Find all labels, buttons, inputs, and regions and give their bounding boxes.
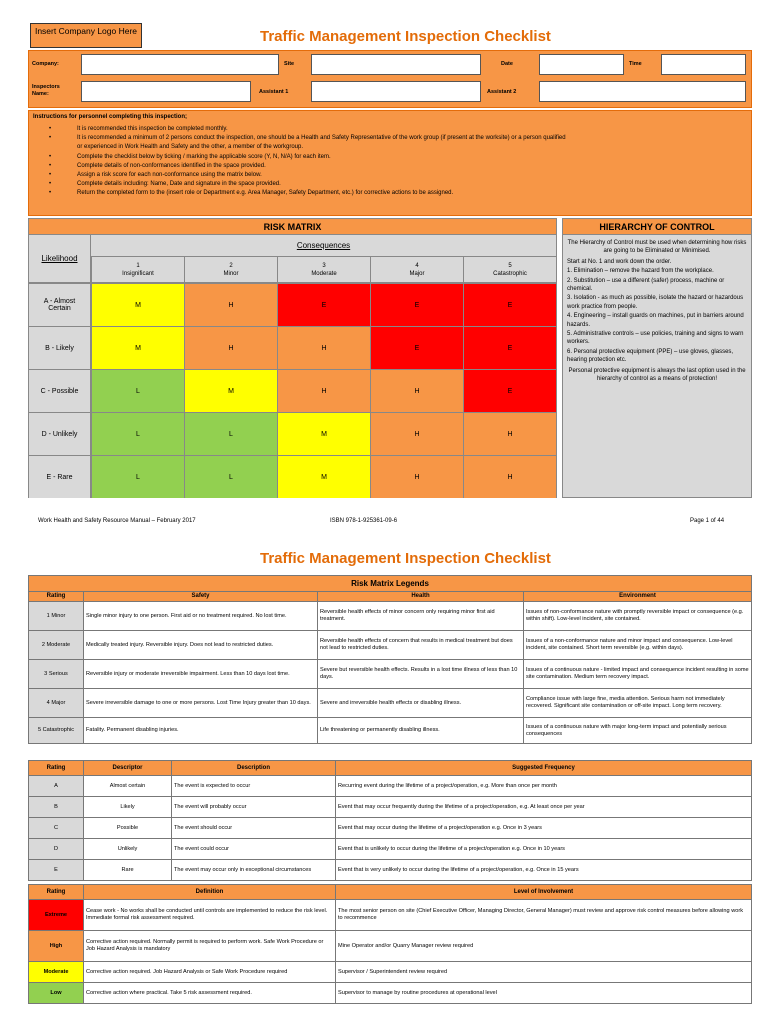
cons-health: Reversible health effects of concern that results in medical treatment but does not lead to restricted duties. (318, 631, 524, 660)
instruction-item: • Complete details including: Name, Date and signature in the space provided. (45, 180, 566, 189)
instruction-item: • It is recommended a minimum of 2 persons conduct the inspection, one should be a Health and Safety Representative of the work group (if present at the worksite) or a person qualified (45, 134, 566, 143)
level-definition: Corrective action required. Normally permit is required to perform work. Safe Work Procedure or Job Hazard Analysis is mandatory (84, 931, 336, 962)
table-row (29, 818, 752, 839)
like-descriptor: Almost certain (84, 776, 172, 797)
like-header: Suggested Frequency (336, 761, 752, 776)
consequence-header-4 (370, 257, 463, 283)
risk-cell: E (463, 283, 556, 326)
cons-header: Environment (524, 592, 752, 602)
cons-header: Rating (29, 592, 84, 602)
risk-cell: M (184, 369, 277, 412)
instruction-item: • Complete the checklist below by ticking / marking the applicable score (Y, N, N/A) for each item. (45, 153, 566, 162)
instruction-item: • Return the completed form to the (insert role or Department e.g. Area Manager, Safety Department, etc.) for corrective actions to be assigned. (45, 189, 566, 198)
consequence-number: 1 (136, 262, 140, 269)
instructions-list (45, 125, 566, 199)
likelihood-row-label: C - Possible (29, 369, 91, 412)
cons-rating: 5 Catastrophic (29, 718, 84, 744)
likelihood-row-label: E - Rare (29, 455, 91, 498)
consequence-legend-table (28, 575, 752, 744)
consequence-name: Major (409, 270, 425, 277)
instruction-item: • Complete details of non-conformances identified in the space provided. (45, 162, 566, 171)
risk-cell: L (184, 455, 277, 498)
hierarchy-item: 4. Engineering – install guards on machines, put in barriers around hazards. (567, 313, 744, 328)
likelihood-row-label: A - Almost Certain (29, 283, 91, 326)
level-header: Level of Involvement (336, 885, 752, 900)
consequence-header-2 (184, 257, 277, 283)
cons-health: Severe but reversible health effects. Results in a lost time illness of less than 10 days. (318, 660, 524, 689)
company-field[interactable] (81, 54, 279, 75)
footer-isbn: ISBN 978-1-925361-09-6 (330, 518, 398, 524)
cons-environment: Issues of a continuous nature - limited impact and consequence incident resulting in some site contamination. Medium term recovery impact. (524, 660, 752, 689)
table-row (29, 962, 752, 983)
like-header: Rating (29, 761, 84, 776)
risk-matrix (28, 218, 557, 498)
time-label: Time (629, 61, 642, 67)
like-rating: B (29, 797, 84, 818)
hierarchy-item: 5. Administrative controls – use policies, training and signs to warn workers. (567, 331, 744, 346)
risk-cell: H (370, 412, 463, 455)
like-descriptor: Rare (84, 860, 172, 881)
level-involvement: Supervisor to manage by routine procedures at operational level (336, 983, 752, 1004)
risk-cell: H (370, 369, 463, 412)
cons-rating: 3 Serious (29, 660, 84, 689)
level-definition: Corrective action where practical. Take 5 risk assessment required. (84, 983, 336, 1004)
hierarchy-title: HIERARCHY OF CONTROL (563, 219, 751, 235)
risk-cell: E (370, 283, 463, 326)
assistant2-label: Assistant 2 (487, 89, 517, 95)
cons-safety: Medically treated injury. Reversible injury. Does not lead to restricted duties. (84, 631, 318, 660)
like-frequency: Event that may occur frequently during the lifetime of a project/operation, e.g. At least once per year (336, 797, 752, 818)
cons-rating: 2 Moderate (29, 631, 84, 660)
cons-header: Health (318, 592, 524, 602)
hierarchy-item: 2. Substitution – use a different (safer) process, machine or chemical. (567, 277, 725, 293)
consequence-number: 2 (229, 262, 233, 269)
instruction-item: or experienced in Work Health and Safety and the other, a member of the workgroup. (77, 144, 304, 151)
consequence-name: Moderate (311, 270, 337, 277)
level-involvement: Mine Operator and/or Quarry Manager review required (336, 931, 752, 962)
consequence-number: 4 (415, 262, 419, 269)
instructions-heading: Instructions for personnel completing this inspection; (33, 114, 188, 120)
hierarchy-item: 3. Isolation - as much as possible, isolate the hazard or hazardous work practice from people. (567, 295, 744, 310)
risk-cell: H (184, 326, 277, 369)
site-field[interactable] (311, 54, 481, 75)
table-row (29, 660, 752, 689)
cons-environment: Issues of non-conformance nature with promptly reversible impact or consequence (e.g. within shift). Low-level incident, site contained. (524, 602, 752, 631)
risk-cell: H (463, 412, 556, 455)
consequence-number: 5 (508, 262, 512, 269)
table-row (29, 839, 752, 860)
like-rating: D (29, 839, 84, 860)
hierarchy-start: Start at No. 1 and work down the order. (567, 258, 672, 265)
consequence-name: Catastrophic (493, 270, 527, 277)
like-description: The event may occur only in exceptional circumstances (172, 860, 336, 881)
level-definition: Cease work - No works shall be conducted until controls are implemented to reduce the risk level. Immediate formal risk assessment required. (84, 900, 336, 931)
page2-title: Traffic Management Inspection Checklist (260, 550, 551, 567)
cons-header: Safety (84, 592, 318, 602)
likelihood-legend-table (28, 760, 752, 881)
hierarchy-ppe-note: Personal protective equipment is always the last option used in the hierarchy of control as a means of protection! (568, 367, 746, 383)
inspector-name-field[interactable] (81, 81, 251, 102)
risk-cell: H (370, 455, 463, 498)
risk-cell: H (277, 326, 370, 369)
table-row (29, 718, 752, 744)
likelihood-header: Likelihood (29, 235, 91, 283)
legends-title: Risk Matrix Legends (29, 576, 752, 592)
company-logo-placeholder: Insert Company Logo Here (30, 23, 142, 48)
table-row (29, 797, 752, 818)
risk-cell: L (91, 455, 184, 498)
risk-cell: M (91, 326, 184, 369)
like-description: The event could occur (172, 839, 336, 860)
like-rating: E (29, 860, 84, 881)
involvement-legend-table (28, 884, 752, 1004)
time-field[interactable] (661, 54, 746, 75)
table-row (29, 631, 752, 660)
risk-matrix-title: RISK MATRIX (29, 219, 556, 235)
consequence-name: Insignificant (122, 270, 154, 277)
cons-health: Life threatening or permanently disabling illness. (318, 718, 524, 744)
table-row (29, 931, 752, 962)
risk-cell: L (184, 412, 277, 455)
likelihood-row-label: B - Likely (29, 326, 91, 369)
like-description: The event will probably occur (172, 797, 336, 818)
level-involvement: Supervisor / Superintendent review required (336, 962, 752, 983)
assistant2-field[interactable] (539, 81, 746, 102)
instruction-item: • It is recommended this inspection be completed monthly. (45, 125, 566, 134)
cons-rating: 1 Minor (29, 602, 84, 631)
risk-cell: L (91, 369, 184, 412)
footer-page: Page 1 of 44 (690, 518, 725, 524)
company-label: Company: (32, 61, 59, 67)
cons-health: Severe and irreversible health effects or disabling illness. (318, 689, 524, 718)
instruction-item: • Assign a risk score for each non-conformance using the matrix below. (45, 171, 566, 180)
date-field[interactable] (539, 54, 624, 75)
hierarchy-item: 6. Personal protective equipment (PPE) – use gloves, glasses, hearing protection etc. (567, 348, 734, 364)
cons-environment: Compliance issue with large fine, media attention. Serious harm not immediately recovered. Significant site contamination or off-site impact. Long term recovery. (524, 689, 752, 718)
table-row (29, 689, 752, 718)
like-header: Descriptor (84, 761, 172, 776)
like-descriptor: Unlikely (84, 839, 172, 860)
like-descriptor: Likely (84, 797, 172, 818)
risk-cell: M (277, 455, 370, 498)
risk-cell: H (277, 369, 370, 412)
table-row (29, 776, 752, 797)
like-frequency: Recurring event during the lifetime of a project/operation, e.g. More than once per month (336, 776, 752, 797)
level-definition: Corrective action required. Job Hazard Analysis or Safe Work Procedure required (84, 962, 336, 983)
risk-cell: M (91, 283, 184, 326)
cons-environment: Issues of a non-conformance nature and minor impact and consequence. Low-level incident, site contained. Short term reversible (e.g. within days). (524, 631, 752, 660)
assistant1-field[interactable] (311, 81, 481, 102)
cons-safety: Severe irreversible damage to one or more persons. Lost Time Injury greater than 10 days. (84, 689, 318, 718)
like-header: Description (172, 761, 336, 776)
cons-safety: Fatality. Permanent disabling injuries. (84, 718, 318, 744)
like-frequency: Event that may occur during the lifetime of a project/operation e.g. Once in 3 years (336, 818, 752, 839)
consequence-number: 3 (322, 262, 326, 269)
level-rating: Extreme (29, 900, 84, 931)
like-frequency: Event that is very unlikely to occur during the lifetime of a project/operation, e.g. Once in 15 years (336, 860, 752, 881)
cons-safety: Reversible injury or moderate irreversible impairment. Less than 10 days lost time. (84, 660, 318, 689)
consequence-name: Minor (223, 270, 239, 277)
level-rating: High (29, 931, 84, 962)
consequences-header: Consequences (91, 235, 556, 257)
inspection-details-form (28, 50, 752, 108)
table-row (29, 860, 752, 881)
risk-cell: E (463, 369, 556, 412)
assistant1-label: Assistant 1 (259, 89, 289, 95)
level-header: Rating (29, 885, 84, 900)
consequence-header-5 (463, 257, 556, 283)
risk-cell: E (370, 326, 463, 369)
page-title: Traffic Management Inspection Checklist (260, 28, 551, 45)
footer-manual: Work Health and Safety Resource Manual – February 2017 (38, 518, 196, 524)
likelihood-row-label: D - Unlikely (29, 412, 91, 455)
level-rating: Moderate (29, 962, 84, 983)
date-label: Date (501, 61, 513, 67)
hierarchy-intro: The Hierarchy of Control must be used when determining how risks are going to be Eliminated or Minimised. (567, 240, 747, 255)
like-description: The event should occur (172, 818, 336, 839)
table-row (29, 983, 752, 1004)
risk-cell: H (463, 455, 556, 498)
cons-environment: Issues of a continuous nature with major long-term impact and potentially serious consequences (524, 718, 752, 744)
consequence-header-3 (277, 257, 370, 283)
like-frequency: Event that is unlikely to occur during the lifetime of a project/operation e.g. Once in 10 years (336, 839, 752, 860)
like-description: The event is expected to occur (172, 776, 336, 797)
risk-cell: L (91, 412, 184, 455)
instructions-box (28, 110, 752, 216)
risk-cell: E (277, 283, 370, 326)
risk-cell: H (184, 283, 277, 326)
hierarchy-of-control (562, 218, 752, 498)
site-label: Site (284, 61, 295, 67)
hierarchy-list (567, 267, 747, 364)
risk-cell: E (463, 326, 556, 369)
cons-safety: Single minor injury to one person. First aid or no treatment required. No lost time. (84, 602, 318, 631)
level-rating: Low (29, 983, 84, 1004)
risk-cell: M (277, 412, 370, 455)
like-descriptor: Possible (84, 818, 172, 839)
like-rating: C (29, 818, 84, 839)
table-row (29, 602, 752, 631)
table-row (29, 900, 752, 931)
inspector-name-label: Inspectors Name: (32, 84, 60, 97)
cons-rating: 4 Major (29, 689, 84, 718)
hierarchy-item: 1. Elimination – remove the hazard from the workplace. (567, 268, 714, 275)
like-rating: A (29, 776, 84, 797)
level-header: Definition (84, 885, 336, 900)
level-involvement: The most senior person on site (Chief Executive Officer, Managing Director, General Manager) must review and approve risk control measures before allowing work to recommence (336, 900, 752, 931)
cons-health: Reversible health effects of minor concern only requiring minor first aid treatment. (318, 602, 524, 631)
consequence-header-1 (91, 257, 184, 283)
